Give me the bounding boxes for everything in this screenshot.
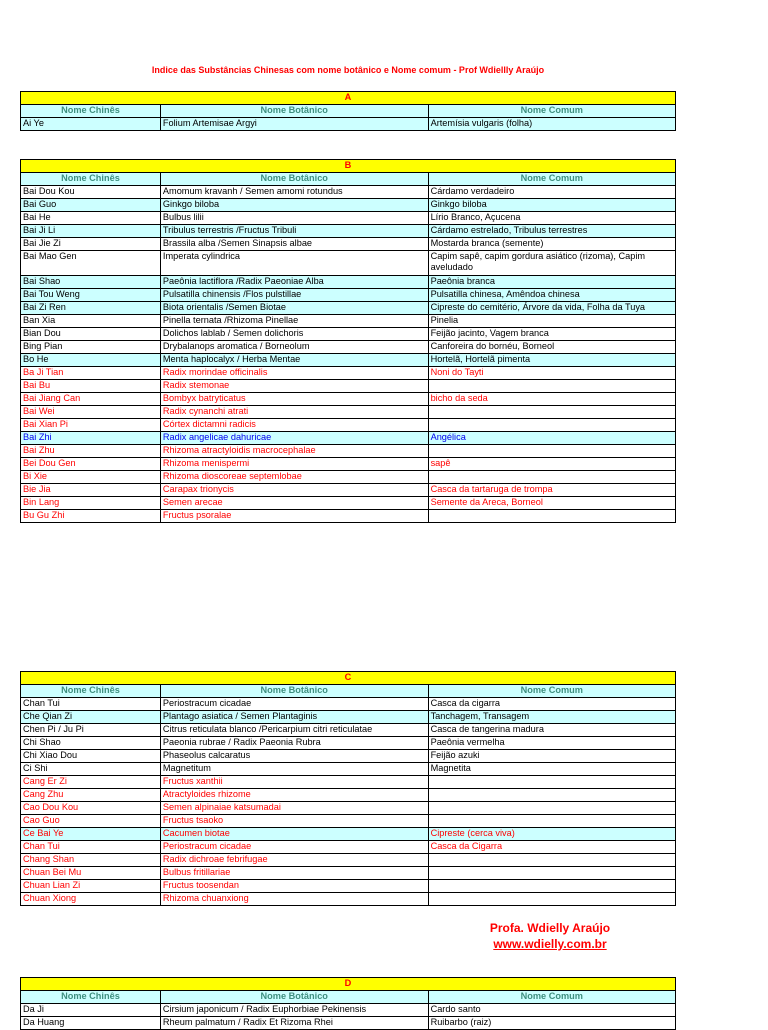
chinese-name-cell: Bai Jie Zi [21,238,161,251]
chinese-name-cell: Chan Tui [21,698,161,711]
table-row [21,406,676,419]
botanical-name-cell: Rhizoma atractyloidis macrocephalae [160,445,428,458]
chinese-name-header: Nome Chinês [21,685,161,698]
table-row [21,328,676,341]
chinese-name-cell: Bai Bu [21,380,161,393]
common-name-cell [428,867,675,880]
botanical-name-header: Nome Botânico [160,991,428,1004]
common-name-cell [428,776,675,789]
common-name-cell: Casca da tartaruga de trompa [428,484,675,497]
botanical-name-cell: Cirsium japonicum / Radix Euphorbiae Pekinensis [160,1004,428,1017]
botanical-name-cell: Fructus toosendan [160,880,428,893]
common-name-cell: Cárdamo verdadeiro [428,186,675,199]
column-header-row [21,685,676,698]
botanical-name-cell: Fructus psoralae [160,510,428,523]
table-row [21,880,676,893]
chinese-name-cell: Chan Tui [21,841,161,854]
chinese-name-cell: Bai Tou Weng [21,289,161,302]
common-name-cell: Cipreste do cemitério, Árvore da vida, Folha da Tuya [428,302,675,315]
common-name-cell: Tanchagem, Transagem [428,711,675,724]
signature-block [470,920,630,952]
table-row [21,510,676,523]
common-name-cell [428,510,675,523]
chinese-name-cell: Bai Zi Ren [21,302,161,315]
common-name-cell [428,815,675,828]
table-row [21,1017,676,1030]
chinese-name-cell: Cang Er Zi [21,776,161,789]
botanical-name-cell: Plantago asiatica / Semen Plantaginis [160,711,428,724]
section-letter: D [21,978,676,991]
column-header-row [21,991,676,1004]
common-name-cell: Hortelã, Hortelã pimenta [428,354,675,367]
botanical-name-cell: Periostracum cicadae [160,841,428,854]
chinese-name-header: Nome Chinês [21,173,161,186]
common-name-cell: Mostarda branca (semente) [428,238,675,251]
table-row [21,828,676,841]
chinese-name-cell: Cao Dou Kou [21,802,161,815]
table-row [21,225,676,238]
botanical-name-cell: Magnetitum [160,763,428,776]
botanical-name-cell: Pulsatilla chinensis /Flos pulstillae [160,289,428,302]
common-name-cell: Canforeira do bornéu, Borneol [428,341,675,354]
botanical-name-cell: Amomum kravanh / Semen amomi rotundus [160,186,428,199]
table-row [21,445,676,458]
common-name-cell: Casca da cigarra [428,698,675,711]
botanical-name-cell: Ginkgo biloba [160,199,428,212]
botanical-name-cell: Bulbus fritillariae [160,867,428,880]
chinese-name-cell: Bing Pian [21,341,161,354]
section-table-b [20,159,676,523]
botanical-name-cell: Tribulus terrestris /Fructus Tribuli [160,225,428,238]
chinese-name-cell: Bai Jiang Can [21,393,161,406]
chinese-name-cell: Che Qian Zi [21,711,161,724]
common-name-cell: Cipreste (cerca viva) [428,828,675,841]
botanical-name-cell: Fructus tsaoko [160,815,428,828]
botanical-name-cell: Citrus reticulata blanco /Pericarpium citri reticulatae [160,724,428,737]
table-row [21,354,676,367]
common-name-cell [428,471,675,484]
common-name-cell: Angélica [428,432,675,445]
chinese-name-cell: Chang Shan [21,854,161,867]
common-name-cell [428,445,675,458]
chinese-name-cell: Chuan Lian Zi [21,880,161,893]
common-name-cell: Feijão jacinto, Vagem branca [428,328,675,341]
chinese-name-cell: Chi Shao [21,737,161,750]
table-row [21,711,676,724]
chinese-name-cell: Bi Xie [21,471,161,484]
botanical-name-cell: Menta haplocalyx / Herba Mentae [160,354,428,367]
chinese-name-cell: Bie Jia [21,484,161,497]
botanical-name-cell: Rhizoma menispermi [160,458,428,471]
botanical-name-cell: Bombyx batryticatus [160,393,428,406]
botanical-name-cell: Semen arecae [160,497,428,510]
botanical-name-cell: Cacumen biotae [160,828,428,841]
table-row [21,118,676,131]
table-row [21,815,676,828]
chinese-name-cell: Ba Ji Tian [21,367,161,380]
table-row [21,199,676,212]
chinese-name-cell: Da Huang [21,1017,161,1030]
common-name-header: Nome Comum [428,173,675,186]
section-table-d [20,977,676,1030]
botanical-name-cell: Radix morindae officinalis [160,367,428,380]
document-title: Indice das Substâncias Chinesas com nome botânico e Nome comum - Prof Wdiellly Araújo [151,65,545,75]
common-name-cell: Artemísia vulgaris (folha) [428,118,675,131]
common-name-header: Nome Comum [428,105,675,118]
common-name-cell: sapê [428,458,675,471]
chinese-name-cell: Cao Guo [21,815,161,828]
chinese-name-cell: Bai Mao Gen [21,251,161,276]
chinese-name-cell: Bian Dou [21,328,161,341]
table-row [21,393,676,406]
botanical-name-cell: Córtex dictamni radicis [160,419,428,432]
common-name-cell [428,380,675,393]
common-name-cell: Pulsatilla chinesa, Amêndoa chinesa [428,289,675,302]
botanical-name-cell: Bulbus lilii [160,212,428,225]
signature-name: Profa. Wdielly Araújo [489,921,611,935]
table-row [21,698,676,711]
column-header-row [21,105,676,118]
chinese-name-cell: Cang Zhu [21,789,161,802]
common-name-cell: Semente da Areca, Borneol [428,497,675,510]
common-name-cell [428,880,675,893]
chinese-name-cell: Bai Zhu [21,445,161,458]
chinese-name-cell: Bin Lang [21,497,161,510]
chinese-name-cell: Chuan Xiong [21,893,161,906]
botanical-name-cell: Radix cynanchi atrati [160,406,428,419]
table-row [21,724,676,737]
table-row [21,750,676,763]
botanical-name-cell: Carapax trionycis [160,484,428,497]
table-row [21,802,676,815]
chinese-name-cell: Chuan Bei Mu [21,867,161,880]
common-name-cell: Noni do Tayti [428,367,675,380]
chinese-name-cell: Bai Zhi [21,432,161,445]
botanical-name-cell: Radix dichroae febrifugae [160,854,428,867]
common-name-cell [428,419,675,432]
chinese-name-header: Nome Chinês [21,105,161,118]
common-name-header: Nome Comum [428,685,675,698]
table-row [21,471,676,484]
common-name-cell: Cárdamo estrelado, Tribulus terrestres [428,225,675,238]
common-name-cell: Magnetita [428,763,675,776]
botanical-name-cell: Radix angelicae dahuricae [160,432,428,445]
botanical-name-cell: Radix stemonae [160,380,428,393]
common-name-cell: Feijão azuki [428,750,675,763]
botanical-name-cell: Atractyloides rhizome [160,789,428,802]
table-row [21,276,676,289]
botanical-name-cell: Paeonia rubrae / Radix Paeonia Rubra [160,737,428,750]
chinese-name-cell: Bai Shao [21,276,161,289]
section-letter-row [21,978,676,991]
chinese-name-cell: Bai Ji Li [21,225,161,238]
botanical-name-cell: Imperata cylindrica [160,251,428,276]
section-letter: A [21,92,676,105]
common-name-cell: Ruibarbo (raiz) [428,1017,675,1030]
chinese-name-cell: Bai Wei [21,406,161,419]
section-table-c [20,671,676,906]
common-name-cell: Casca de tangerina madura [428,724,675,737]
chinese-name-cell: Ban Xia [21,315,161,328]
column-header-row [21,173,676,186]
chinese-name-cell: Bai He [21,212,161,225]
table-row [21,484,676,497]
table-row [21,789,676,802]
chinese-name-header: Nome Chinês [21,991,161,1004]
table-row [21,1004,676,1017]
table-row [21,380,676,393]
botanical-name-cell: Rheum palmatum / Radix Et Rizoma Rhei [160,1017,428,1030]
table-row [21,367,676,380]
table-row [21,893,676,906]
section-letter: B [21,160,676,173]
chinese-name-cell: Bo He [21,354,161,367]
table-row [21,854,676,867]
botanical-name-cell: Brassila alba /Semen Sinapsis albae [160,238,428,251]
botanical-name-header: Nome Botânico [160,105,428,118]
botanical-name-cell: Periostracum cicadae [160,698,428,711]
table-row [21,763,676,776]
table-row [21,458,676,471]
botanical-name-cell: Paeônia lactiflora /Radix Paeoniae Alba [160,276,428,289]
common-name-cell: Ginkgo biloba [428,199,675,212]
botanical-name-cell: Rhizoma dioscoreae septemlobae [160,471,428,484]
table-row [21,302,676,315]
botanical-name-cell: Drybalanops aromatica / Borneolum [160,341,428,354]
common-name-cell: Pinelia [428,315,675,328]
table-row [21,432,676,445]
chinese-name-cell: Bai Dou Kou [21,186,161,199]
website-link[interactable]: www.wdielly.com.br [493,937,607,951]
chinese-name-cell: Bai Xian Pi [21,419,161,432]
botanical-name-cell: Phaseolus calcaratus [160,750,428,763]
common-name-cell [428,406,675,419]
botanical-name-header: Nome Botânico [160,173,428,186]
chinese-name-cell: Chi Xiao Dou [21,750,161,763]
botanical-name-cell: Biota orientalis /Semen Biotae [160,302,428,315]
section-letter-row [21,672,676,685]
section-letter-row [21,160,676,173]
common-name-cell [428,802,675,815]
common-name-cell: bicho da seda [428,393,675,406]
common-name-cell: Paeônia vermelha [428,737,675,750]
table-row [21,841,676,854]
section-letter-row [21,92,676,105]
common-name-cell: Cardo santo [428,1004,675,1017]
table-row [21,212,676,225]
table-row [21,186,676,199]
section-table-a [20,91,676,131]
common-name-cell: Capim sapê, capim gordura asiático (rizoma), Capim aveludado [428,251,675,276]
common-name-cell: Paeônia branca [428,276,675,289]
table-row [21,315,676,328]
table-row [21,341,676,354]
botanical-name-header: Nome Botânico [160,685,428,698]
botanical-name-cell: Folium Artemisae Argyi [160,118,428,131]
chinese-name-cell: Bu Gu Zhi [21,510,161,523]
common-name-cell: Casca da Cigarra [428,841,675,854]
botanical-name-cell: Semen alpinaiae katsumadai [160,802,428,815]
table-row [21,776,676,789]
common-name-cell [428,789,675,802]
table-row [21,251,676,276]
table-row [21,289,676,302]
chinese-name-cell: Ci Shi [21,763,161,776]
common-name-cell [428,854,675,867]
chinese-name-cell: Ai Ye [21,118,161,131]
chinese-name-cell: Bai Guo [21,199,161,212]
botanical-name-cell: Rhizoma chuanxiong [160,893,428,906]
botanical-name-cell: Pinella ternata /Rhizoma Pinellae [160,315,428,328]
table-row [21,419,676,432]
common-name-cell: Lírio Branco, Açucena [428,212,675,225]
chinese-name-cell: Bei Dou Gen [21,458,161,471]
table-row [21,737,676,750]
section-letter: C [21,672,676,685]
table-row [21,497,676,510]
chinese-name-cell: Da Ji [21,1004,161,1017]
table-row [21,238,676,251]
common-name-cell [428,893,675,906]
table-row [21,867,676,880]
chinese-name-cell: Ce Bai Ye [21,828,161,841]
botanical-name-cell: Dolichos lablab / Semen dolichoris [160,328,428,341]
botanical-name-cell: Fructus xanthii [160,776,428,789]
common-name-header: Nome Comum [428,991,675,1004]
chinese-name-cell: Chen Pi / Ju Pi [21,724,161,737]
